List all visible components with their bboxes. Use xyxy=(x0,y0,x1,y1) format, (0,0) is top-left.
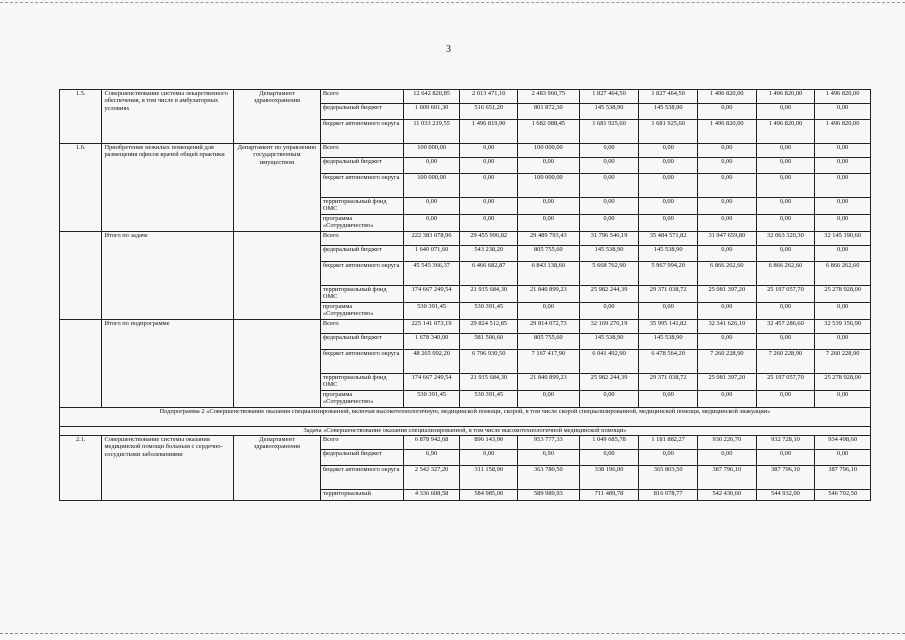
amount-cell: 25 081 397,20 xyxy=(698,374,757,391)
amount-cell: 0,00 xyxy=(518,198,580,215)
amount-cell: 0,00 xyxy=(698,450,757,466)
amount-cell: 174 667 249,54 xyxy=(403,374,460,391)
amount-cell: 546 702,50 xyxy=(815,490,871,501)
amount-cell: 29 455 996,82 xyxy=(460,232,518,246)
table-row xyxy=(60,320,871,334)
amount-cell: 6 843 138,60 xyxy=(518,262,580,286)
amount-cell: 45 545 366,37 xyxy=(403,262,460,286)
amount-cell: 1 496 820,00 xyxy=(756,120,815,144)
amount-cell: 530 391,45 xyxy=(403,303,460,320)
amount-cell: 0,00 xyxy=(639,303,698,320)
amount-cell: 0,00 xyxy=(756,158,815,174)
amount-cell: 0,00 xyxy=(579,391,639,408)
amount-cell: 222 383 078,96 xyxy=(403,232,460,246)
amount-cell: 0,00 xyxy=(460,450,518,466)
amount-cell: 225 141 073,19 xyxy=(403,320,460,334)
event-name: Совершенствование системы лекарственного обеспечения, в том числе в амбулаторных условиях xyxy=(102,90,233,144)
amount-cell: 0,00 xyxy=(815,158,871,174)
amount-cell: 0,00 xyxy=(815,198,871,215)
amount-cell: 6 796 930,50 xyxy=(460,350,518,374)
amount-cell: 543 238,20 xyxy=(460,246,518,262)
amount-cell: 6,90 xyxy=(518,450,580,466)
subprogram-heading: Подпрограмма 2 «Совершенствование оказания специализированной, включая высокотехнологичную, медицинской помощи, скорой, в том числе скорой специализированной, медицинской помощи, медицинской эвакуации» xyxy=(60,408,871,427)
amount-cell: 0,00 xyxy=(460,174,518,198)
funding-source: федеральный бюджет xyxy=(320,334,403,350)
amount-cell: 1 049 685,78 xyxy=(579,436,639,450)
amount-cell: 0,00 xyxy=(403,215,460,232)
amount-cell: 805 755,60 xyxy=(518,334,580,350)
amount-cell: 0,00 xyxy=(579,144,639,158)
amount-cell: 0,00 xyxy=(756,215,815,232)
amount-cell: 32 063 320,30 xyxy=(756,232,815,246)
amount-cell: 0,00 xyxy=(698,158,757,174)
amount-cell: 584 985,00 xyxy=(460,490,518,501)
funding-source: бюджет автономного округа xyxy=(320,350,403,374)
amount-cell: 29 371 038,72 xyxy=(639,286,698,303)
amount-cell: 1 681 925,60 xyxy=(579,120,639,144)
amount-cell: 145 538,90 xyxy=(579,246,639,262)
amount-cell: 6 878 942,68 xyxy=(403,436,460,450)
amount-cell: 0,00 xyxy=(756,303,815,320)
funding-source: федеральный бюджет xyxy=(320,158,403,174)
event-name: Приобретение нежилых помещений для размещения офисов врачей общей практики xyxy=(102,144,233,232)
amount-cell: 35 995 141,82 xyxy=(639,320,698,334)
table-row xyxy=(60,436,871,450)
amount-cell: 0,00 xyxy=(579,303,639,320)
amount-cell: 544 932,00 xyxy=(756,490,815,501)
funding-source: бюджет автономного округа xyxy=(320,120,403,144)
amount-cell: 0,00 xyxy=(460,198,518,215)
event-name: Совершенствование системы оказания медицинской помощи больным с сердечно-сосудистыми заболеваниями xyxy=(102,436,233,501)
funding-source: бюджет автономного округа xyxy=(320,174,403,198)
amount-cell: 174 667 249,54 xyxy=(403,286,460,303)
amount-cell: 100 000,00 xyxy=(518,144,580,158)
amount-cell: 25 278 928,00 xyxy=(815,374,871,391)
amount-cell: 0,00 xyxy=(639,198,698,215)
amount-cell: 0,00 xyxy=(698,104,757,120)
funding-source: Всего xyxy=(320,232,403,246)
amount-cell: 0,00 xyxy=(698,198,757,215)
funding-source: бюджет автономного округа xyxy=(320,262,403,286)
amount-cell: 25 081 397,20 xyxy=(698,286,757,303)
amount-cell: 35 484 571,82 xyxy=(639,232,698,246)
amount-cell: 32 145 190,60 xyxy=(815,232,871,246)
amount-cell: 387 796,10 xyxy=(698,466,757,490)
amount-cell: 11 033 219,55 xyxy=(403,120,460,144)
row-number: 2.1. xyxy=(60,436,102,501)
event-name: Итого по подпрограмме xyxy=(102,320,233,408)
amount-cell: 25 982 244,39 xyxy=(579,374,639,391)
amount-cell: 0,00 xyxy=(460,158,518,174)
amount-cell: 0,00 xyxy=(639,158,698,174)
funding-source: федеральный бюджет xyxy=(320,450,403,466)
amount-cell: 530 391,45 xyxy=(403,391,460,408)
funding-source: программа «Сотрудничество» xyxy=(320,215,403,232)
amount-cell: 530 391,45 xyxy=(460,303,518,320)
row-number xyxy=(60,320,102,408)
amount-cell: 0,00 xyxy=(756,144,815,158)
amount-cell: 0,00 xyxy=(815,144,871,158)
amount-cell: 1 640 071,60 xyxy=(403,246,460,262)
amount-cell: 25 278 928,00 xyxy=(815,286,871,303)
amount-cell: 2 013 471,10 xyxy=(460,90,518,104)
amount-cell: 1 827 464,50 xyxy=(579,90,639,104)
amount-cell: 589 989,93 xyxy=(518,490,580,501)
amount-cell: 801 872,30 xyxy=(518,104,580,120)
amount-cell: 100 000,00 xyxy=(518,174,580,198)
amount-cell: 29 814 072,73 xyxy=(518,320,580,334)
executor: Департамент здравоохранения xyxy=(233,436,320,501)
amount-cell: 542 430,60 xyxy=(698,490,757,501)
amount-cell: 1 678 340,00 xyxy=(403,334,460,350)
amount-cell: 21 840 899,23 xyxy=(518,286,580,303)
amount-cell: 4 336 608,58 xyxy=(403,490,460,501)
amount-cell: 32 457 286,60 xyxy=(756,320,815,334)
page-number: 3 xyxy=(446,44,451,55)
row-number xyxy=(60,232,102,320)
amount-cell: 0,00 xyxy=(698,215,757,232)
table-row xyxy=(60,427,871,436)
amount-cell: 100 000,00 xyxy=(403,144,460,158)
amount-cell: 0,00 xyxy=(815,334,871,350)
amount-cell: 953 777,33 xyxy=(518,436,580,450)
funding-source: программа «Сотрудничество» xyxy=(320,303,403,320)
amount-cell: 5 668 762,90 xyxy=(579,262,639,286)
amount-cell: 29 489 793,43 xyxy=(518,232,580,246)
amount-cell: 6 041 492,90 xyxy=(579,350,639,374)
amount-cell: 2 483 960,75 xyxy=(518,90,580,104)
amount-cell: 0,00 xyxy=(639,215,698,232)
amount-cell: 932 728,10 xyxy=(756,436,815,450)
amount-cell: 0,00 xyxy=(579,198,639,215)
amount-cell: 387 796,10 xyxy=(815,466,871,490)
amount-cell: 0,00 xyxy=(518,391,580,408)
amount-cell: 7 260 228,90 xyxy=(756,350,815,374)
funding-source: Всего xyxy=(320,144,403,158)
amount-cell: 2 542 327,20 xyxy=(403,466,460,490)
amount-cell: 25 982 244,39 xyxy=(579,286,639,303)
amount-cell: 805 755,60 xyxy=(518,246,580,262)
amount-cell: 32 539 156,90 xyxy=(815,320,871,334)
funding-source: территориальный фонд ОМС xyxy=(320,198,403,215)
amount-cell: 0,00 xyxy=(518,215,580,232)
amount-cell: 7 260 228,90 xyxy=(815,350,871,374)
amount-cell: 1 682 088,45 xyxy=(518,120,580,144)
amount-cell: 0,00 xyxy=(815,391,871,408)
funding-source: программа «Сотрудничество» xyxy=(320,391,403,408)
amount-cell: 1 681 925,60 xyxy=(639,120,698,144)
executor xyxy=(233,320,320,408)
amount-cell: 32 169 276,19 xyxy=(579,320,639,334)
funding-source: территориальный фонд ОМС xyxy=(320,286,403,303)
task-heading: Задача «Совершенствование оказания специализированной, в том числе высокотехнологичной медицинской помощи» xyxy=(60,427,871,436)
amount-cell: 6 466 682,87 xyxy=(460,262,518,286)
amount-cell: 145 538,90 xyxy=(579,104,639,120)
amount-cell: 0,00 xyxy=(756,391,815,408)
amount-cell: 48 265 092,20 xyxy=(403,350,460,374)
amount-cell: 311 158,90 xyxy=(460,466,518,490)
amount-cell: 7 260 228,90 xyxy=(698,350,757,374)
row-number: 1.6. xyxy=(60,144,102,232)
amount-cell: 0,00 xyxy=(579,450,639,466)
amount-cell: 29 824 512,85 xyxy=(460,320,518,334)
amount-cell: 31 947 659,80 xyxy=(698,232,757,246)
amount-cell: 0,00 xyxy=(460,215,518,232)
amount-cell: 32 341 626,10 xyxy=(698,320,757,334)
amount-cell: 0,00 xyxy=(756,174,815,198)
amount-cell: 100 000,00 xyxy=(403,174,460,198)
amount-cell: 1 181 882,27 xyxy=(639,436,698,450)
event-name: Итого по задаче xyxy=(102,232,233,320)
amount-cell: 365 803,50 xyxy=(639,466,698,490)
amount-cell: 6 866 262,60 xyxy=(756,262,815,286)
amount-cell: 0,00 xyxy=(815,303,871,320)
budget-table xyxy=(59,89,871,501)
amount-cell: 6 866 262,60 xyxy=(698,262,757,286)
amount-cell: 0,00 xyxy=(698,303,757,320)
executor: Департамент по управлению государственным имуществом xyxy=(233,144,320,232)
amount-cell: 0,00 xyxy=(579,174,639,198)
amount-cell: 145 538,90 xyxy=(579,334,639,350)
amount-cell: 31 796 546,19 xyxy=(579,232,639,246)
amount-cell: 0,00 xyxy=(815,174,871,198)
amount-cell: 0,00 xyxy=(518,303,580,320)
amount-cell: 0,00 xyxy=(579,158,639,174)
funding-source: бюджет автономного округа xyxy=(320,466,403,490)
scan-edge-top xyxy=(0,2,905,3)
amount-cell: 21 915 684,30 xyxy=(460,286,518,303)
amount-cell: 0,00 xyxy=(756,334,815,350)
funding-source: федеральный бюджет xyxy=(320,104,403,120)
amount-cell: 363 780,50 xyxy=(518,466,580,490)
table-row xyxy=(60,144,871,158)
amount-cell: 1 496 820,00 xyxy=(815,90,871,104)
amount-cell: 0,00 xyxy=(756,104,815,120)
amount-cell: 338 196,00 xyxy=(579,466,639,490)
amount-cell: 6,90 xyxy=(403,450,460,466)
amount-cell: 6 866 262,60 xyxy=(815,262,871,286)
amount-cell: 0,00 xyxy=(756,246,815,262)
amount-cell: 0,00 xyxy=(698,391,757,408)
table-row xyxy=(60,90,871,104)
amount-cell: 0,00 xyxy=(756,450,815,466)
amount-cell: 0,00 xyxy=(460,144,518,158)
amount-cell: 0,00 xyxy=(698,174,757,198)
scan-edge-bottom xyxy=(0,633,905,634)
amount-cell: 0,00 xyxy=(403,198,460,215)
amount-cell: 0,00 xyxy=(698,246,757,262)
amount-cell: 0,00 xyxy=(639,450,698,466)
amount-cell: 896 143,90 xyxy=(460,436,518,450)
executor: Департамент здравоохранения xyxy=(233,90,320,144)
funding-source: Всего xyxy=(320,436,403,450)
table-row xyxy=(60,232,871,246)
amount-cell: 1 827 464,50 xyxy=(639,90,698,104)
amount-cell: 12 642 820,85 xyxy=(403,90,460,104)
amount-cell: 1 496 820,00 xyxy=(815,120,871,144)
funding-source: территориальный xyxy=(320,490,403,501)
table-body xyxy=(60,90,871,501)
amount-cell: 21 915 684,30 xyxy=(460,374,518,391)
amount-cell: 1 609 601,30 xyxy=(403,104,460,120)
amount-cell: 0,00 xyxy=(639,174,698,198)
amount-cell: 1 496 820,00 xyxy=(698,120,757,144)
amount-cell: 934 498,60 xyxy=(815,436,871,450)
amount-cell: 0,00 xyxy=(639,144,698,158)
amount-cell: 0,00 xyxy=(815,104,871,120)
amount-cell: 7 167 417,90 xyxy=(518,350,580,374)
amount-cell: 0,00 xyxy=(579,215,639,232)
funding-source: территориальный фонд ОМС xyxy=(320,374,403,391)
amount-cell: 1 496 820,00 xyxy=(756,90,815,104)
amount-cell: 0,00 xyxy=(518,158,580,174)
funding-source: Всего xyxy=(320,320,403,334)
amount-cell: 1 496 819,90 xyxy=(460,120,518,144)
amount-cell: 0,00 xyxy=(756,198,815,215)
amount-cell: 29 371 038,72 xyxy=(639,374,698,391)
row-number: 1.5. xyxy=(60,90,102,144)
amount-cell: 387 796,10 xyxy=(756,466,815,490)
amount-cell: 25 197 057,70 xyxy=(756,286,815,303)
amount-cell: 516 651,20 xyxy=(460,104,518,120)
amount-cell: 0,00 xyxy=(815,246,871,262)
amount-cell: 0,00 xyxy=(815,215,871,232)
amount-cell: 0,00 xyxy=(815,450,871,466)
amount-cell: 930 226,70 xyxy=(698,436,757,450)
amount-cell: 25 197 057,70 xyxy=(756,374,815,391)
amount-cell: 530 391,45 xyxy=(460,391,518,408)
amount-cell: 21 840 899,23 xyxy=(518,374,580,391)
amount-cell: 0,00 xyxy=(403,158,460,174)
amount-cell: 6 478 564,20 xyxy=(639,350,698,374)
amount-cell: 5 967 994,20 xyxy=(639,262,698,286)
amount-cell: 145 538,90 xyxy=(639,334,698,350)
amount-cell: 581 506,60 xyxy=(460,334,518,350)
amount-cell: 0,00 xyxy=(698,334,757,350)
amount-cell: 145 538,90 xyxy=(639,104,698,120)
funding-source: Всего xyxy=(320,90,403,104)
amount-cell: 1 496 820,00 xyxy=(698,90,757,104)
amount-cell: 145 538,90 xyxy=(639,246,698,262)
amount-cell: 0,00 xyxy=(639,391,698,408)
amount-cell: 711 489,78 xyxy=(579,490,639,501)
funding-source: федеральный бюджет xyxy=(320,246,403,262)
executor xyxy=(233,232,320,320)
amount-cell: 816 078,77 xyxy=(639,490,698,501)
amount-cell: 0,00 xyxy=(698,144,757,158)
table-row xyxy=(60,408,871,427)
